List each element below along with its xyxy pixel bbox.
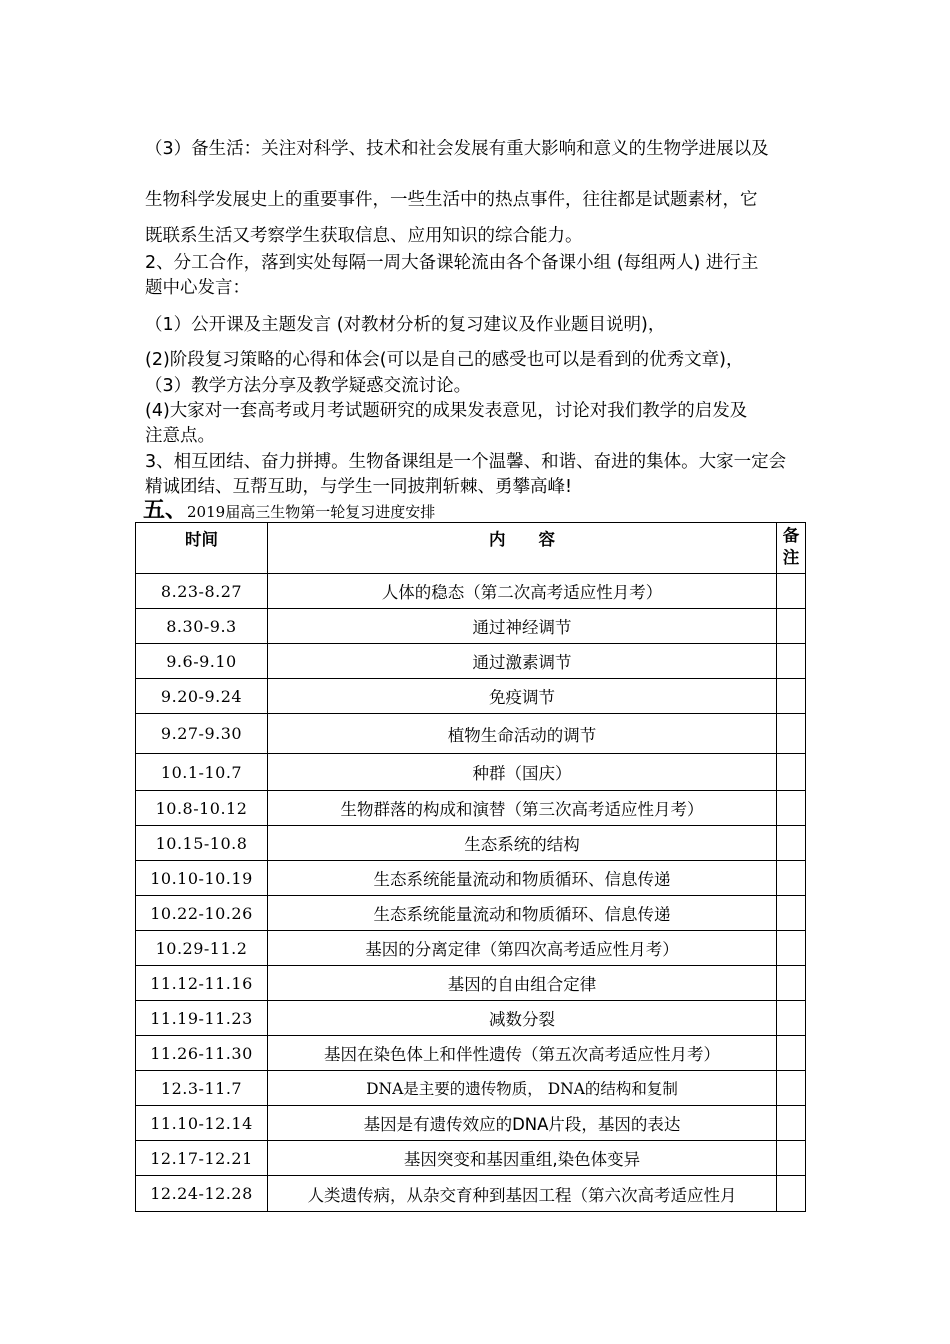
row-time: 11.19-11.23 bbox=[136, 1001, 268, 1036]
row-content: DNA是主要的遗传物质， DNA的结构和复制 bbox=[268, 1071, 777, 1106]
row-content: 基因突变和基因重组,染色体变异 bbox=[268, 1141, 777, 1176]
row-note bbox=[777, 1071, 806, 1106]
table-row bbox=[136, 826, 806, 861]
row-content: 生态系统能量流动和物质循环、信息传递 bbox=[268, 896, 777, 931]
row-note bbox=[777, 896, 806, 931]
row-note bbox=[777, 1036, 806, 1071]
row-content: 生态系统的结构 bbox=[268, 826, 777, 861]
row-content: 人类遗传病，从杂交育种到基因工程（第六次高考适应性月 bbox=[268, 1176, 777, 1212]
row-content: 免疫调节 bbox=[268, 679, 777, 714]
paragraph-line: 生物科学发展史上的重要事件，一些生活中的热点事件，往往都是试题素材，它 bbox=[145, 190, 758, 210]
table-header-row bbox=[136, 523, 806, 574]
row-content: 减数分裂 bbox=[268, 1001, 777, 1036]
row-note bbox=[777, 754, 806, 791]
row-time: 10.15-10.8 bbox=[136, 826, 268, 861]
row-time: 11.26-11.30 bbox=[136, 1036, 268, 1071]
row-content: 基因的分离定律（第四次高考适应性月考） bbox=[268, 931, 777, 966]
row-time: 10.1-10.7 bbox=[136, 754, 268, 791]
table-row bbox=[136, 966, 806, 1001]
header-note: 备注 bbox=[777, 523, 806, 574]
table-row bbox=[136, 1176, 806, 1212]
paragraph-line: 注意点。 bbox=[145, 426, 215, 446]
header-content: 内 容 bbox=[268, 523, 777, 574]
table-row bbox=[136, 754, 806, 791]
paragraph-line: 3、相互团结、奋力拼搏。生物备课组是一个温馨、和谐、奋进的集体。大家一定会 bbox=[145, 452, 787, 472]
table-row bbox=[136, 791, 806, 826]
paragraph-line: (2)阶段复习策略的心得和体会(可以是自己的感受也可以是看到的优秀文章)， bbox=[145, 350, 744, 370]
table-row bbox=[136, 1141, 806, 1176]
row-time: 10.10-10.19 bbox=[136, 861, 268, 896]
row-time: 8.23-8.27 bbox=[136, 574, 268, 609]
row-note bbox=[777, 931, 806, 966]
row-content: 通过激素调节 bbox=[268, 644, 777, 679]
row-content: 生态系统能量流动和物质循环、信息传递 bbox=[268, 861, 777, 896]
section-number: 五、 bbox=[143, 498, 188, 523]
table-row bbox=[136, 609, 806, 644]
table-row bbox=[136, 714, 806, 754]
row-time: 9.27-9.30 bbox=[136, 714, 268, 754]
schedule-table bbox=[135, 522, 806, 1212]
paragraph-line: (4)大家对一套高考或月考试题研究的成果发表意见，讨论对我们教学的启发及 bbox=[145, 401, 748, 421]
table-row bbox=[136, 1071, 806, 1106]
paragraph-line: （3）教学方法分享及教学疑惑交流讨论。 bbox=[145, 376, 472, 396]
row-note bbox=[777, 609, 806, 644]
section-heading bbox=[143, 498, 435, 525]
row-time: 12.17-12.21 bbox=[136, 1141, 268, 1176]
table-row bbox=[136, 931, 806, 966]
table-row bbox=[136, 861, 806, 896]
table-row bbox=[136, 896, 806, 931]
row-content: 基因是有遗传效应的DNA片段，基因的表达 bbox=[268, 1106, 777, 1141]
row-content: 通过神经调节 bbox=[268, 609, 777, 644]
row-note bbox=[777, 714, 806, 754]
row-time: 12.24-12.28 bbox=[136, 1176, 268, 1212]
row-time: 10.22-10.26 bbox=[136, 896, 268, 931]
paragraph-line: 题中心发言： bbox=[145, 278, 250, 298]
row-content: 植物生命活动的调节 bbox=[268, 714, 777, 754]
row-content: 人体的稳态（第二次高考适应性月考） bbox=[268, 574, 777, 609]
row-note bbox=[777, 644, 806, 679]
row-note bbox=[777, 791, 806, 826]
row-content: 基因在染色体上和伴性遗传（第五次高考适应性月考） bbox=[268, 1036, 777, 1071]
section-title: 2019届高三生物第一轮复习进度安排 bbox=[187, 503, 436, 521]
row-note bbox=[777, 826, 806, 861]
row-time: 8.30-9.3 bbox=[136, 609, 268, 644]
row-time: 9.20-9.24 bbox=[136, 679, 268, 714]
row-time: 10.29-11.2 bbox=[136, 931, 268, 966]
table-row bbox=[136, 1106, 806, 1141]
paragraph-line: （1）公开课及主题发言 (对教材分析的复习建议及作业题目说明)， bbox=[145, 315, 666, 335]
row-note bbox=[777, 861, 806, 896]
row-content: 基因的自由组合定律 bbox=[268, 966, 777, 1001]
table-row bbox=[136, 1001, 806, 1036]
row-content: 种群（国庆） bbox=[268, 754, 777, 791]
row-time: 12.3-11.7 bbox=[136, 1071, 268, 1106]
row-note bbox=[777, 1106, 806, 1141]
row-note bbox=[777, 1176, 806, 1212]
paragraph-line: 既联系生活又考察学生获取信息、应用知识的综合能力。 bbox=[145, 226, 583, 246]
row-note bbox=[777, 1141, 806, 1176]
table-row bbox=[136, 1036, 806, 1071]
table-row bbox=[136, 644, 806, 679]
row-note bbox=[777, 679, 806, 714]
row-time: 10.8-10.12 bbox=[136, 791, 268, 826]
row-time: 11.10-12.14 bbox=[136, 1106, 268, 1141]
table-row bbox=[136, 574, 806, 609]
paragraph-line: （3）备生活：关注对科学、技术和社会发展有重大影响和意义的生物学进展以及 bbox=[145, 139, 769, 159]
table-row bbox=[136, 679, 806, 714]
row-note bbox=[777, 966, 806, 1001]
paragraph-line: 精诚团结、互帮互助，与学生一同披荆斩棘、勇攀高峰! bbox=[145, 477, 573, 497]
row-note bbox=[777, 574, 806, 609]
paragraph-line: 2、分工合作，落到实处每隔一周大备课轮流由各个备课小组 (每组两人) 进行主 bbox=[145, 253, 759, 273]
header-time: 时间 bbox=[136, 523, 268, 574]
row-time: 9.6-9.10 bbox=[136, 644, 268, 679]
row-content: 生物群落的构成和演替（第三次高考适应性月考） bbox=[268, 791, 777, 826]
row-time: 11.12-11.16 bbox=[136, 966, 268, 1001]
row-note bbox=[777, 1001, 806, 1036]
